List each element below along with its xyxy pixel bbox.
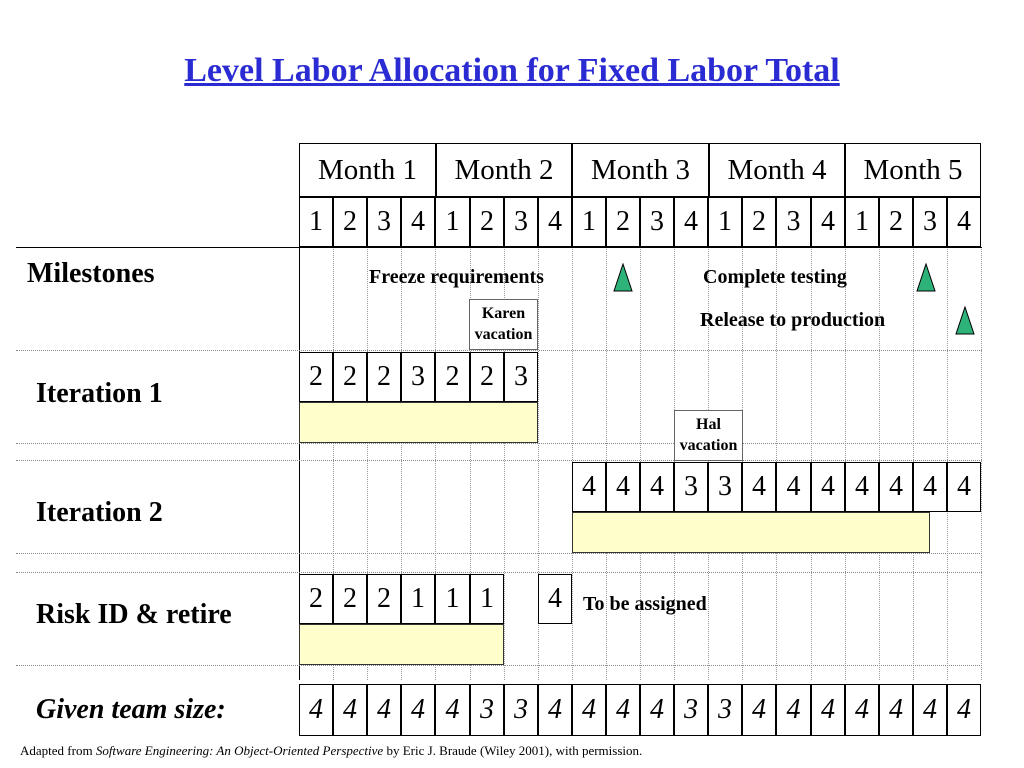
allocation-cell: 4 — [538, 574, 572, 624]
grid-line-vertical — [981, 247, 982, 680]
team-size-cell: 4 — [845, 684, 879, 736]
karen-vacation-box — [469, 299, 538, 350]
allocation-cell: 3 — [504, 352, 538, 402]
allocation-cell: 4 — [742, 462, 776, 512]
page-title: Level Labor Allocation for Fixed Labor Total — [184, 52, 840, 89]
week-header-cell: 3 — [367, 197, 401, 247]
week-header-cell: 4 — [538, 197, 572, 247]
milestone-release-to-production: Release to production — [700, 309, 886, 331]
milestone-marker-icon — [916, 263, 936, 293]
team-size-cell: 3 — [708, 684, 742, 736]
grid-line-horizontal — [16, 553, 982, 554]
team-size-cell: 4 — [811, 684, 845, 736]
month-header-1: Month 1 — [299, 143, 436, 197]
week-header-cell: 1 — [708, 197, 742, 247]
team-size-cell: 4 — [606, 684, 640, 736]
risk-duration-bar — [299, 624, 504, 665]
allocation-cell: 4 — [606, 462, 640, 512]
team-size-cell: 3 — [470, 684, 504, 736]
allocation-cell: 2 — [333, 574, 367, 624]
week-header-cell: 2 — [742, 197, 776, 247]
team-size-cell: 4 — [333, 684, 367, 736]
week-header-cell: 4 — [401, 197, 435, 247]
row-label-team-size: Given team size: — [36, 694, 226, 725]
grid-line-horizontal — [16, 460, 982, 461]
allocation-cell: 2 — [333, 352, 367, 402]
allocation-cell: 2 — [299, 352, 333, 402]
month-header-3: Month 3 — [572, 143, 709, 197]
iteration1-duration-bar — [299, 402, 538, 443]
team-size-cell: 4 — [401, 684, 435, 736]
month-header-2: Month 2 — [436, 143, 572, 197]
allocation-cell: 2 — [367, 574, 401, 624]
hal-vacation-name: Hal — [696, 416, 721, 433]
team-size-cell: 3 — [674, 684, 708, 736]
row-label-iteration1: Iteration 1 — [36, 378, 163, 409]
allocation-cell: 3 — [401, 352, 435, 402]
grid-line-horizontal — [16, 572, 982, 573]
allocation-cell: 4 — [572, 462, 606, 512]
hal-vacation-text: vacation — [679, 437, 738, 454]
week-header-cell: 4 — [947, 197, 981, 247]
allocation-cell: 2 — [435, 352, 470, 402]
month-header-5: Month 5 — [845, 143, 981, 197]
week-header-cell: 3 — [640, 197, 674, 247]
allocation-cell: 3 — [708, 462, 742, 512]
risk-to-be-assigned-note: To be assigned — [583, 593, 707, 615]
allocation-cell: 3 — [674, 462, 708, 512]
allocation-cell: 1 — [435, 574, 470, 624]
milestone-freeze-requirements: Freeze requirements — [369, 266, 544, 288]
milestone-marker-icon — [613, 263, 633, 293]
milestone-complete-testing: Complete testing — [703, 266, 847, 288]
allocation-cell: 4 — [811, 462, 845, 512]
team-size-cell: 4 — [538, 684, 572, 736]
header-divider — [16, 247, 982, 248]
footer-suffix: by Eric J. Braude (Wiley 2001), with permission. — [383, 743, 643, 758]
allocation-cell: 2 — [470, 352, 504, 402]
allocation-cell: 4 — [776, 462, 811, 512]
grid-line-horizontal — [16, 350, 982, 351]
allocation-cell: 2 — [299, 574, 333, 624]
footer-book-title: Software Engineering: An Object-Oriented Perspective — [95, 743, 384, 758]
week-header-cell: 4 — [674, 197, 708, 247]
week-header-cell: 2 — [879, 197, 913, 247]
allocation-cell: 4 — [947, 462, 981, 512]
grid-line-horizontal — [16, 443, 982, 444]
team-size-cell: 4 — [367, 684, 401, 736]
team-size-cell: 4 — [572, 684, 606, 736]
footer-prefix: Adapted from — [20, 743, 96, 758]
allocation-cell: 1 — [470, 574, 504, 624]
allocation-cell: 4 — [879, 462, 913, 512]
allocation-cell: 4 — [845, 462, 879, 512]
karen-vacation-text: vacation — [474, 326, 533, 343]
week-header-cell: 4 — [811, 197, 845, 247]
row-label-risk: Risk ID & retire — [36, 599, 232, 630]
team-size-cell: 4 — [435, 684, 470, 736]
team-size-cell: 4 — [913, 684, 947, 736]
week-header-cell: 1 — [572, 197, 606, 247]
team-size-cell: 4 — [879, 684, 913, 736]
month-header-4: Month 4 — [709, 143, 845, 197]
team-size-cell: 4 — [776, 684, 811, 736]
allocation-cell: 2 — [367, 352, 401, 402]
karen-vacation-name: Karen — [481, 305, 526, 322]
week-header-cell: 1 — [299, 197, 333, 247]
week-header-cell: 2 — [606, 197, 640, 247]
hal-vacation-box — [674, 410, 743, 461]
allocation-cell: 4 — [913, 462, 947, 512]
allocation-cell: 4 — [640, 462, 674, 512]
iteration2-duration-bar — [572, 512, 930, 553]
week-header-cell: 1 — [435, 197, 470, 247]
week-header-cell: 3 — [504, 197, 538, 247]
week-header-cell: 3 — [776, 197, 811, 247]
week-header-cell: 2 — [333, 197, 367, 247]
team-size-cell: 3 — [504, 684, 538, 736]
grid-line-horizontal — [16, 665, 982, 666]
team-size-cell: 4 — [947, 684, 981, 736]
milestone-marker-icon — [955, 306, 975, 336]
team-size-cell: 4 — [742, 684, 776, 736]
team-size-cell: 4 — [299, 684, 333, 736]
row-label-iteration2: Iteration 2 — [36, 497, 163, 528]
week-header-cell: 1 — [845, 197, 879, 247]
week-header-cell: 3 — [913, 197, 947, 247]
allocation-cell: 1 — [401, 574, 435, 624]
team-size-cell: 4 — [640, 684, 674, 736]
source-footer — [20, 743, 642, 759]
row-label-milestones: Milestones — [27, 258, 155, 289]
week-header-cell: 2 — [470, 197, 504, 247]
